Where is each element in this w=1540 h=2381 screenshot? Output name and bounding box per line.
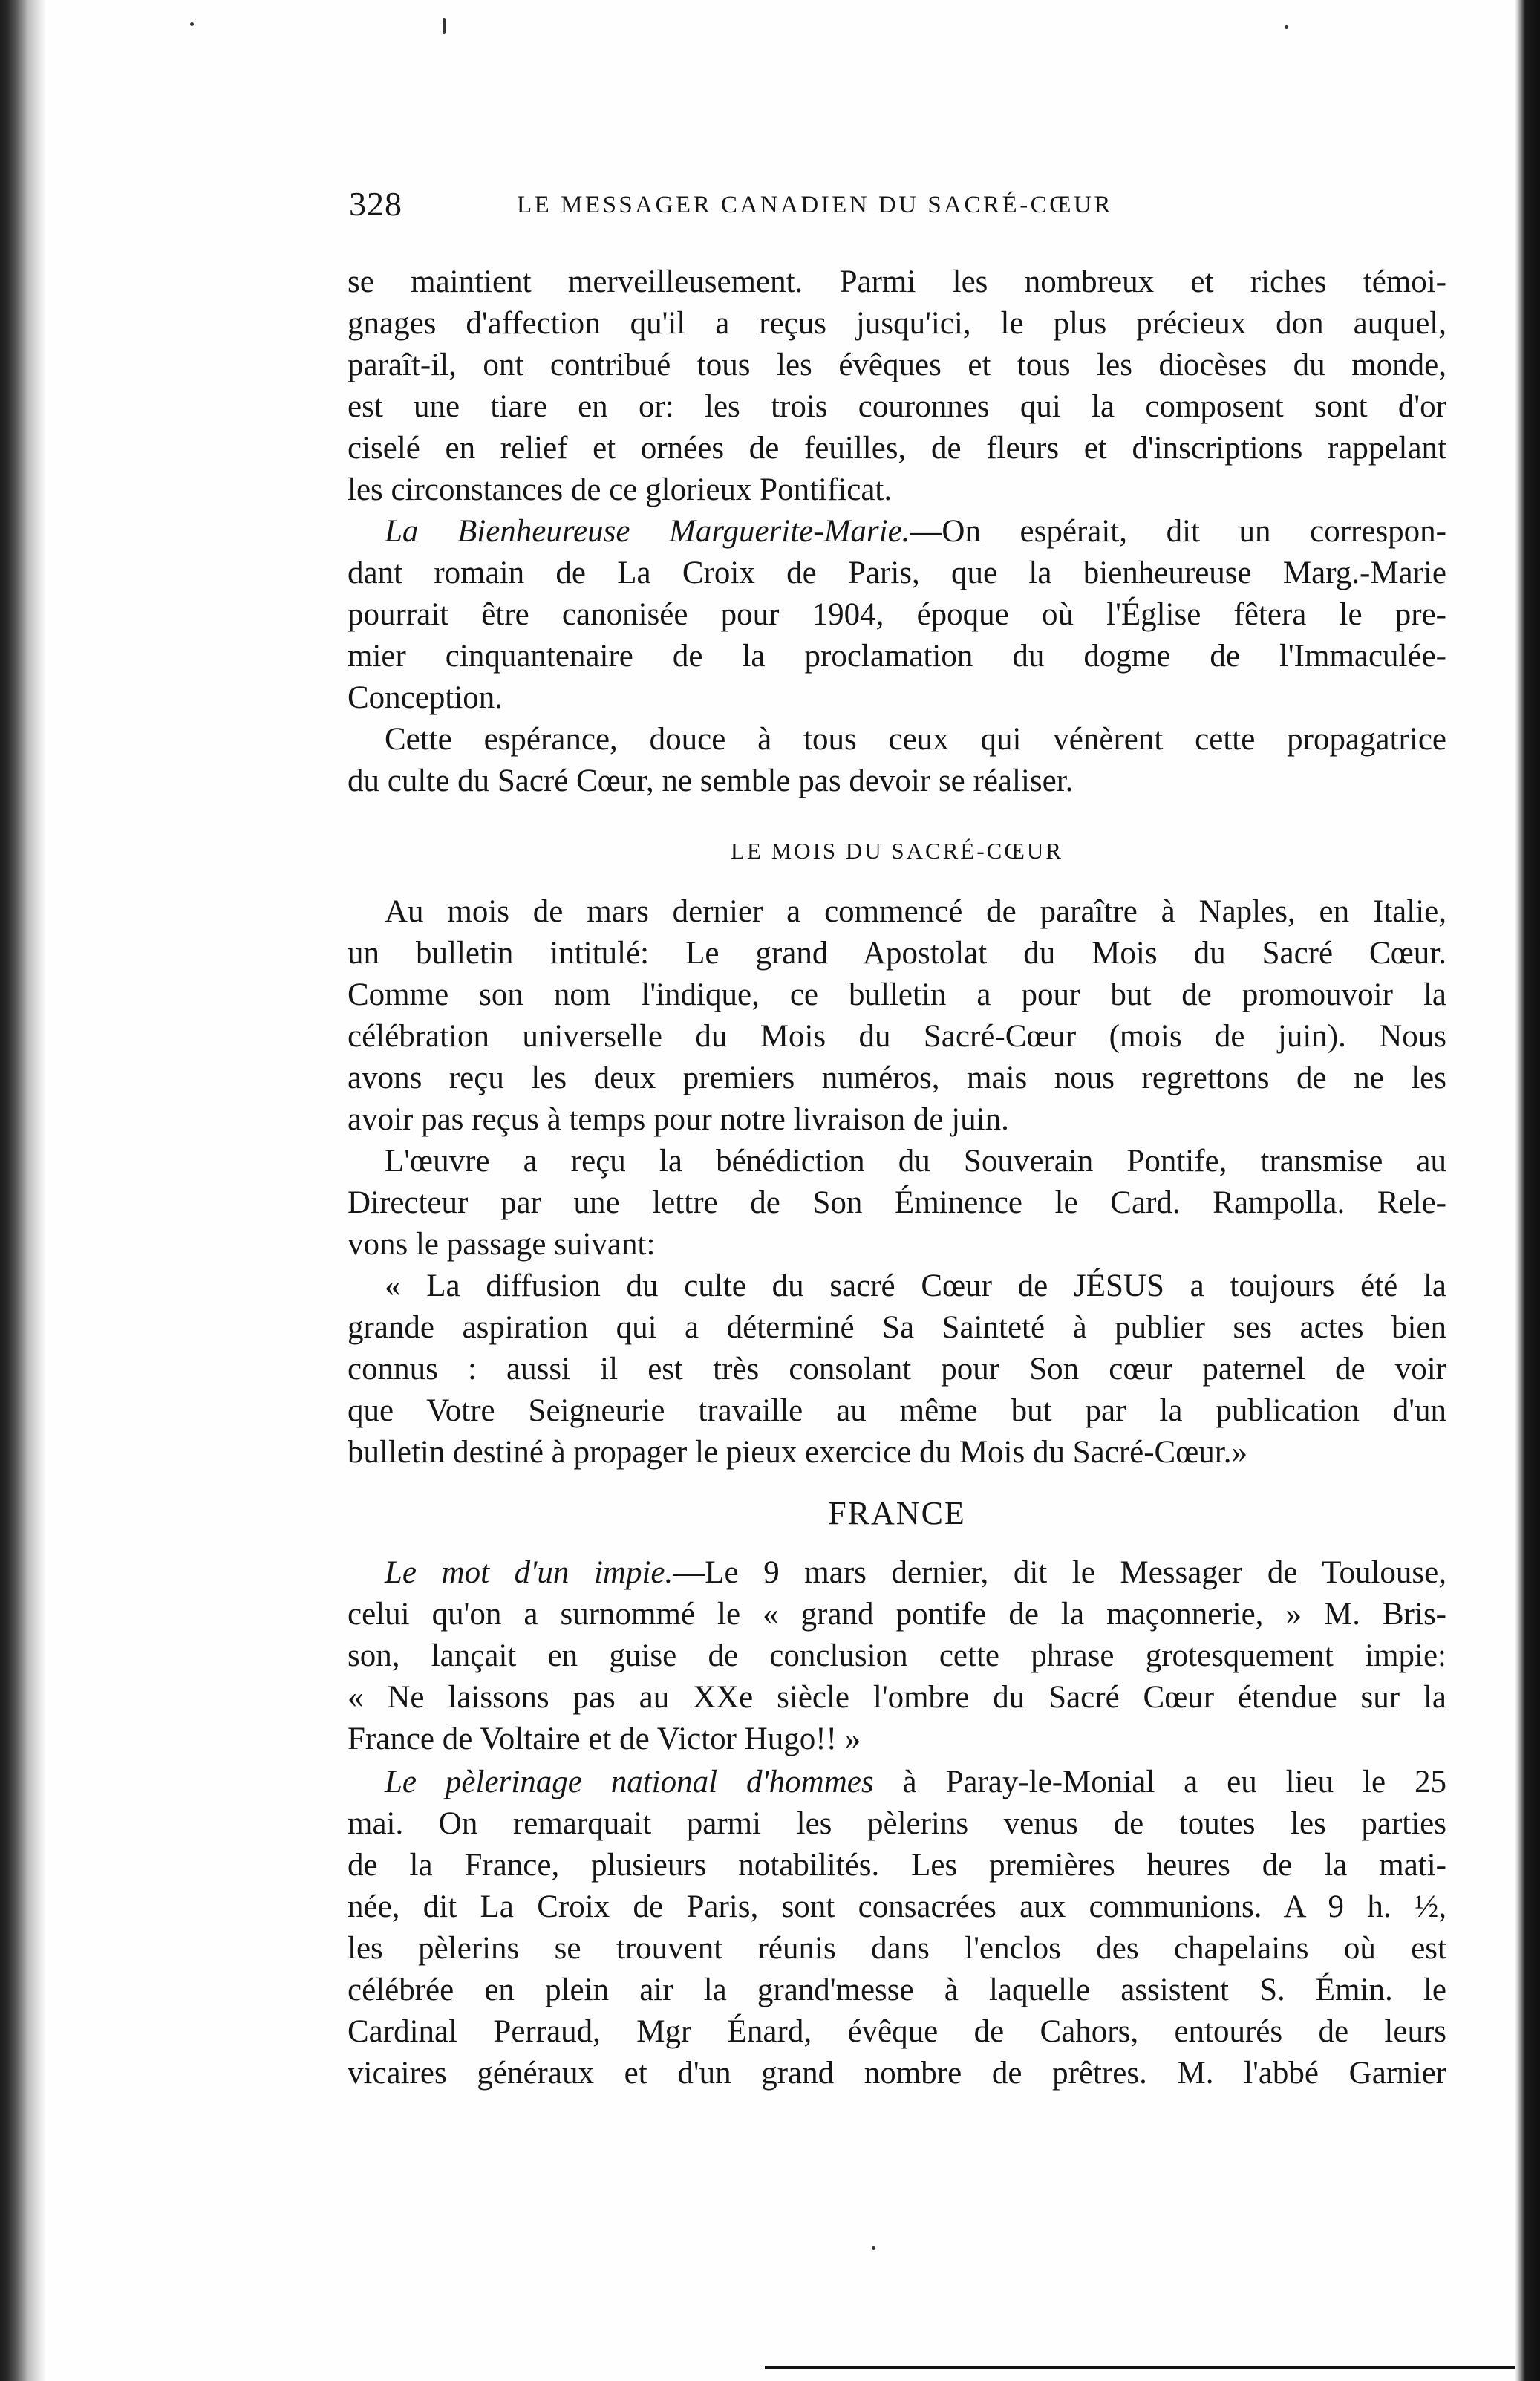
text-line	[348, 1762, 1446, 1803]
text-line: avons reçu les deux premiers numéros, mais nous regrettons de ne les	[348, 1061, 1446, 1095]
text-line: pourrait être canonisée pour 1904, époque où l'Église fêtera le pre-	[348, 597, 1446, 632]
text-line: que Votre Seigneurie travaille au même but par la publication d'un	[348, 1393, 1446, 1428]
text-line: mai. On remarquait parmi les pèlerins venus de toutes les parties	[348, 1806, 1446, 1841]
scan-speck	[1285, 25, 1288, 29]
text-line: Cette espérance, douce à tous ceux qui vénèrent cette propagatrice	[385, 722, 1446, 757]
text-line: du culte du Sacré Cœur, ne semble pas devoir se réaliser.	[348, 763, 1074, 798]
journal-title: LE MESSAGER CANADIEN DU SACRÉ-CŒUR	[517, 192, 1113, 218]
subheading-mois-du-sacre-coeur: LE MOIS DU SACRÉ-CŒUR	[731, 838, 1063, 864]
scan-speck	[443, 18, 446, 34]
text-line: les pèlerins se trouvent réunis dans l'enclos des chapelains où est	[348, 1931, 1446, 1966]
text-line: L'œuvre a reçu la bénédiction du Souverain Pontife, transmise au	[385, 1144, 1446, 1179]
page-bottom-rule	[765, 2366, 1515, 2369]
text-line: de la France, plusieurs notabilités. Les premières heures de la mati-	[348, 1848, 1446, 1883]
text-run: —Le 9 mars dernier, dit le Messager de Toulouse,	[673, 1555, 1447, 1590]
text-line: paraît-il, ont contribué tous les évêques et tous les diocèses du monde,	[348, 348, 1446, 382]
text-line: Conception.	[348, 680, 503, 715]
italic-lead: Le mot d'un impie.	[385, 1555, 673, 1590]
text-line: célébration universelle du Mois du Sacré-Cœur (mois de juin). Nous	[348, 1019, 1446, 1054]
text-line: Cardinal Perraud, Mgr Énard, évêque de Cahors, entourés de leurs	[348, 2014, 1446, 2049]
text-line: France de Voltaire et de Victor Hugo!! »	[348, 1722, 861, 1756]
scan-speck	[872, 2246, 875, 2250]
scan-speck	[190, 22, 194, 26]
running-head	[349, 184, 1418, 229]
text-line: Directeur par une lettre de Son Éminence le Card. Rampolla. Rele-	[348, 1185, 1446, 1220]
text-line: les circonstances de ce glorieux Pontificat.	[348, 472, 893, 507]
text-line: bulletin destiné à propager le pieux exercice du Mois du Sacré-Cœur.»	[348, 1435, 1247, 1470]
paragraph-mot-d-un-impie	[348, 1552, 1446, 1760]
text-line: grande aspiration qui a déterminé Sa Sainteté à publier ses actes bien	[348, 1310, 1446, 1345]
text-line: « La diffusion du culte du sacré Cœur de JÉSUS a toujours été la	[385, 1268, 1446, 1303]
text-line: son, lançait en guise de conclusion cette phrase grotesquement impie:	[348, 1638, 1446, 1673]
text-line: se maintient merveilleusement. Parmi les nombreux et riches témoi-	[348, 264, 1446, 299]
text-line: ciselé en relief et ornées de feuilles, de fleurs et d'inscriptions rappelant	[348, 431, 1446, 466]
text-line: Au mois de mars dernier a commencé de paraître à Naples, en Italie,	[385, 894, 1446, 929]
paragraph-esperance	[348, 719, 1446, 802]
text-line: connus : aussi il est très consolant pour Son cœur paternel de voir	[348, 1352, 1446, 1387]
paragraph-marguerite-marie	[348, 511, 1446, 719]
text-line: vons le passage suivant:	[348, 1227, 656, 1262]
text-line: célébrée en plein air la grand'messe à laquelle assistent S. Émin. le	[348, 1973, 1446, 2007]
text-line: dant romain de La Croix de Paris, que la bienheureuse Marg.-Marie	[348, 556, 1446, 590]
italic-lead: La Bienheureuse Marguerite-Marie.	[385, 514, 910, 549]
text-line: mier cinquantenaire de la proclamation du dogme de l'Immaculée-	[348, 639, 1446, 674]
text-line: gnages d'affection qu'il a reçus jusqu'ici, le plus précieux don auquel,	[348, 306, 1446, 341]
text-line: née, dit La Croix de Paris, sont consacrées aux communions. A 9 h. ½,	[348, 1889, 1446, 1924]
paragraph-tiara	[348, 261, 1446, 511]
text-run: —On espérait, dit un correspon-	[910, 514, 1446, 549]
text-line: un bulletin intitulé: Le grand Apostolat du Mois du Sacré Cœur.	[348, 936, 1446, 971]
paragraph-bulletin-naples	[348, 891, 1446, 1141]
scan-shadow-left	[0, 0, 46, 2381]
scan-shadow-right	[1515, 0, 1540, 2381]
text-line: avoir pas reçus à temps pour notre livraison de juin.	[348, 1102, 1009, 1137]
section-heading-france: FRANCE	[828, 1495, 966, 1531]
paragraph-pelerinage-national	[348, 1762, 1446, 2094]
text-line: est une tiare en or: les trois couronnes qui la composent sont d'or	[348, 389, 1446, 424]
italic-lead: Le pèlerinage national d'hommes	[385, 1765, 874, 1799]
text-line: celui qu'on a surnommé le « grand pontife de la maçonnerie, » M. Bris-	[348, 1597, 1446, 1632]
text-line	[348, 511, 1446, 553]
text-line	[348, 1552, 1446, 1594]
text-line: Comme son nom l'indique, ce bulletin a pour but de promouvoir la	[348, 977, 1446, 1012]
text-line: vicaires généraux et d'un grand nombre de prêtres. M. l'abbé Garnier	[348, 2056, 1446, 2091]
paragraph-quotation-rampolla	[348, 1266, 1446, 1473]
paragraph-benediction	[348, 1141, 1446, 1266]
text-run: à Paray-le-Monial a eu lieu le 25	[873, 1765, 1446, 1799]
page-number: 328	[349, 185, 402, 223]
text-line: « Ne laissons pas au XXe siècle l'ombre du Sacré Cœur étendue sur la	[348, 1680, 1446, 1715]
